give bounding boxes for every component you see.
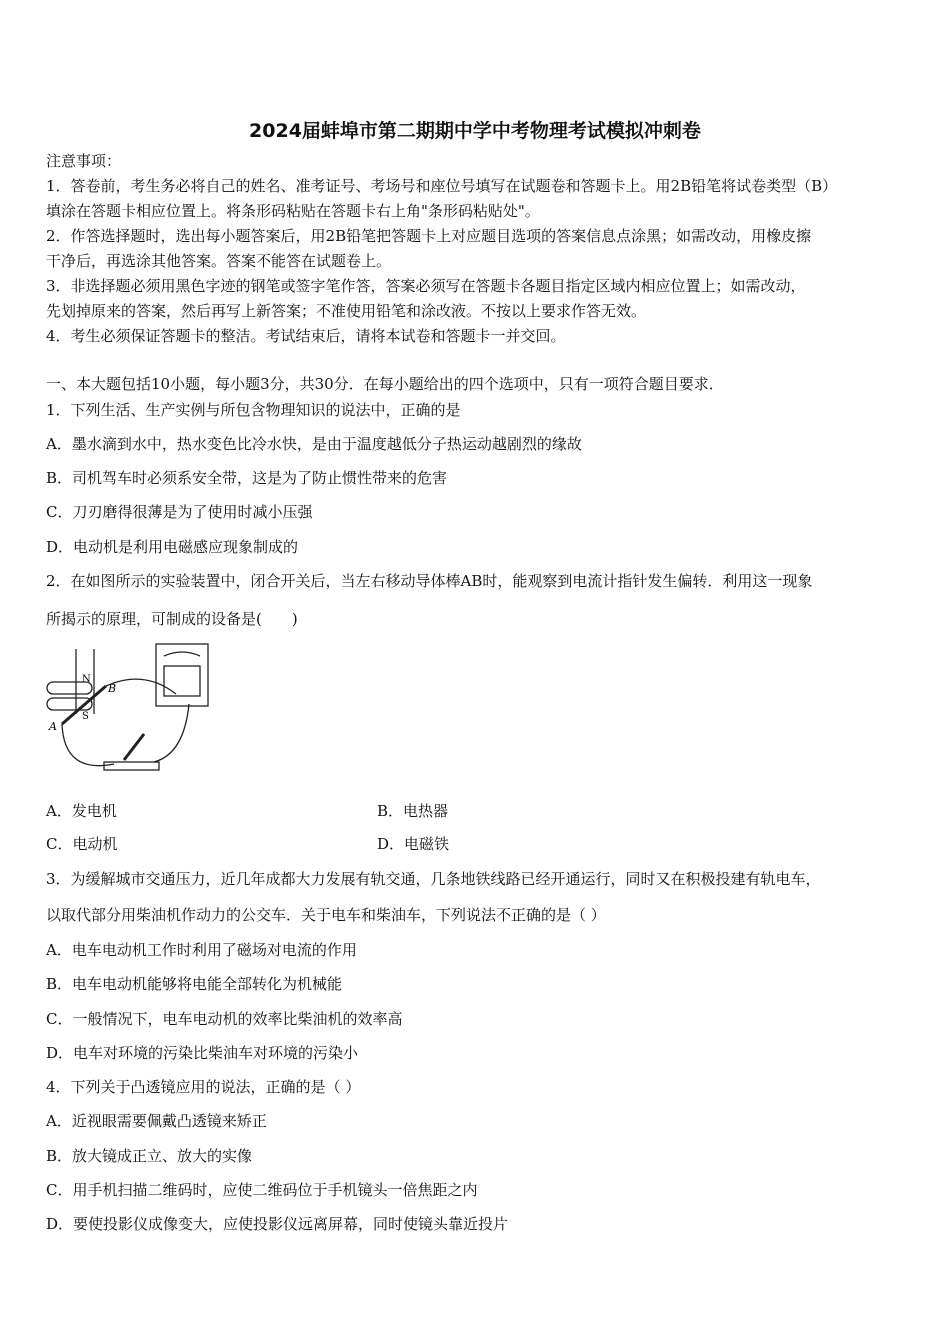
section-heading: 一、本大题包括10小题，每小题3分，共30分．在每小题给出的四个选项中，只有一项符合题目要求． — [46, 375, 724, 393]
q4-option-a: A．近视眼需要佩戴凸透镜来矫正 — [46, 1112, 267, 1130]
q3-option-a: A．电车电动机工作时利用了磁场对电流的作用 — [46, 941, 357, 959]
notice-line: 1．答卷前，考生务必将自己的姓名、准考证号、考场号和座位号填写在试题卷和答题卡上。用2B铅笔将试卷类型（B） — [46, 177, 838, 195]
question-2-stem-cont: 所揭示的原理，可制成的设备是( ) — [46, 610, 298, 628]
question-2-stem: 2．在如图所示的实验装置中，闭合开关后，当左右移动导体棒AB时，能观察到电流计指针发生偏转．利用这一现象 — [46, 572, 813, 590]
notice-line: 2．作答选择题时，选出每小题答案后，用2B铅笔把答题卡上对应题目选项的答案信息点涂黑；如需改动，用橡皮擦 — [46, 227, 812, 245]
question-1-stem: 1．下列生活、生产实例与所包含物理知识的说法中，正确的是 — [46, 401, 461, 419]
q1-option-b: B．司机驾车时必须系安全带，这是为了防止惯性带来的危害 — [46, 469, 448, 487]
label-a: A — [49, 720, 57, 733]
q2-option-c: C．电动机 — [46, 835, 118, 853]
label-b: B — [108, 682, 117, 695]
notice-line: 先划掉原来的答案，然后再写上新答案；不准使用铅笔和涂改液。不按以上要求作答无效。 — [46, 302, 647, 320]
experiment-figure — [44, 634, 244, 779]
q4-option-d: D．要使投影仪成像变大，应使投影仪远离屏幕，同时使镜头靠近投片 — [46, 1215, 509, 1233]
question-4-stem: 4．下列关于凸透镜应用的说法，正确的是（ ） — [46, 1078, 361, 1096]
q2-option-d: D．电磁铁 — [377, 835, 450, 853]
q1-option-c: C．刀刃磨得很薄是为了使用时减小压强 — [46, 503, 313, 521]
notice-line: 3．非选择题必须用黑色字迹的钢笔或签字笔作答，答案必须写在答题卡各题目指定区域内相应位置上；如需改动， — [46, 277, 806, 295]
q4-option-c: C．用手机扫描二维码时，应使二维码位于手机镜头一倍焦距之内 — [46, 1181, 478, 1199]
page-title: 2024届蚌埠市第二期期中学中考物理考试模拟冲刺卷 — [249, 120, 701, 142]
question-3-stem-cont: 以取代部分用柴油机作动力的公交车．关于电车和柴油车，下列说法不正确的是（ ） — [46, 906, 606, 924]
q3-option-b: B．电车电动机能够将电能全部转化为机械能 — [46, 975, 343, 993]
q3-option-c: C．一般情况下，电车电动机的效率比柴油机的效率高 — [46, 1010, 403, 1028]
q4-option-b: B．放大镜成正立、放大的实像 — [46, 1147, 253, 1165]
q2-option-a: A．发电机 — [46, 802, 117, 820]
notice-line: 4．考生必须保证答题卡的整洁。考试结束后，请将本试卷和答题卡一并交回。 — [46, 327, 566, 345]
label-s: S — [82, 711, 89, 722]
q3-option-d: D．电车对环境的污染比柴油车对环境的污染小 — [46, 1044, 359, 1062]
notice-line: 干净后，再选涂其他答案。答案不能答在试题卷上。 — [46, 252, 392, 270]
question-3-stem: 3．为缓解城市交通压力，近几年成都大力发展有轨交通，几条地铁线路已经开通运行，同时又在积极投建有轨电车， — [46, 870, 821, 888]
notice-line: 填涂在答题卡相应位置上。将条形码粘贴在答题卡右上角"条形码粘贴处"。 — [46, 202, 540, 220]
q2-option-b: B．电热器 — [377, 802, 449, 820]
notice-heading: 注意事项： — [46, 152, 122, 170]
label-n: N — [82, 674, 91, 685]
q1-option-d: D．电动机是利用电磁感应现象制成的 — [46, 538, 299, 556]
q1-option-a: A．墨水滴到水中，热水变色比冷水快，是由于温度越低分子热运动越剧烈的缘故 — [46, 435, 582, 453]
